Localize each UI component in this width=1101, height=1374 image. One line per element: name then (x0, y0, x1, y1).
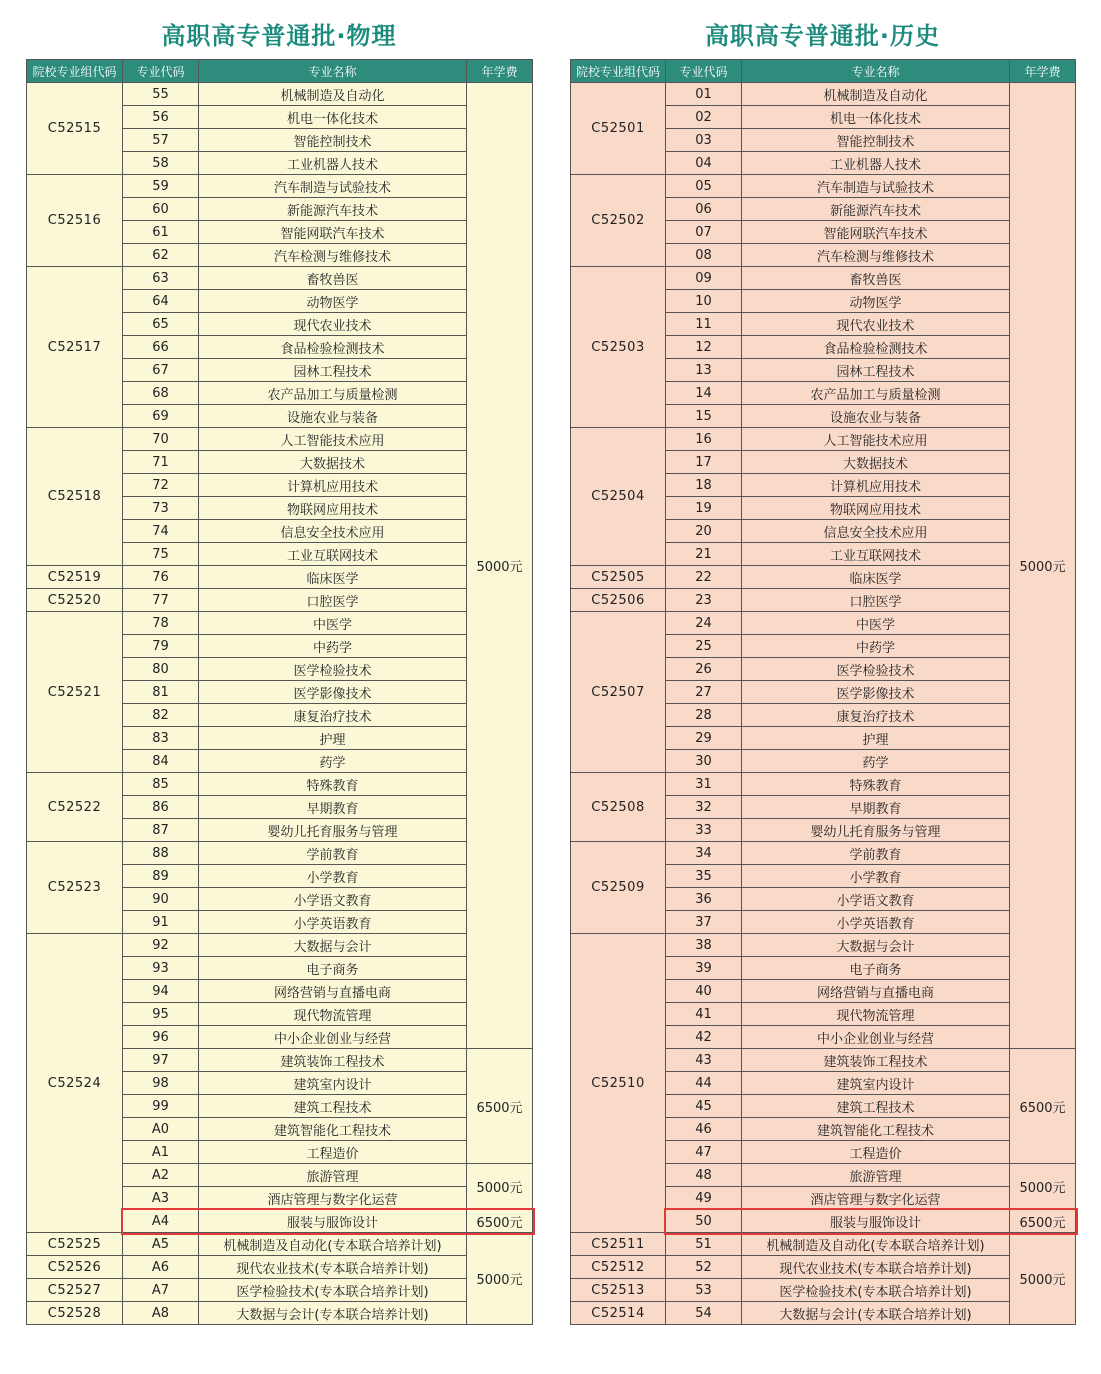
major-name-cell: 食品检验检测技术 (742, 336, 1010, 359)
col-group-code: 院校专业组代码 (27, 60, 123, 83)
major-name-cell: 智能网联汽车技术 (199, 221, 467, 244)
major-name-cell: 机械制造及自动化 (742, 83, 1010, 106)
major-name-cell: 网络营销与直播电商 (742, 980, 1010, 1003)
major-code-cell: 41 (666, 1003, 742, 1026)
major-name-cell: 服装与服饰设计 (742, 1210, 1010, 1233)
major-code-cell: 15 (666, 405, 742, 428)
table-header-row (27, 60, 533, 83)
table-row (27, 773, 533, 796)
tuition-cell: 6500元 (467, 1049, 533, 1164)
major-name-cell: 机电一体化技术 (742, 106, 1010, 129)
col-tuition: 年学费 (1010, 60, 1076, 83)
major-name-cell: 现代物流管理 (742, 1003, 1010, 1026)
major-code-cell: 05 (666, 175, 742, 198)
major-name-cell: 机械制造及自动化(专本联合培养计划) (199, 1233, 467, 1256)
major-code-cell: 42 (666, 1026, 742, 1049)
group-code-cell: C52507 (571, 612, 666, 773)
major-name-cell: 现代物流管理 (199, 1003, 467, 1026)
major-code-cell: 11 (666, 313, 742, 336)
major-code-cell: 57 (123, 129, 199, 152)
major-name-cell: 护理 (742, 727, 1010, 750)
major-code-cell: 98 (123, 1072, 199, 1095)
major-code-cell: 23 (666, 589, 742, 612)
major-name-cell: 学前教育 (742, 842, 1010, 865)
major-name-cell: 畜牧兽医 (199, 267, 467, 290)
major-name-cell: 口腔医学 (742, 589, 1010, 612)
major-name-cell: 工业互联网技术 (199, 543, 467, 566)
col-major-code: 专业代码 (123, 60, 199, 83)
major-name-cell: 工程造价 (199, 1141, 467, 1164)
major-code-cell: 97 (123, 1049, 199, 1072)
major-code-cell: 40 (666, 980, 742, 1003)
major-code-cell: 17 (666, 451, 742, 474)
major-name-cell: 中小企业创业与经营 (199, 1026, 467, 1049)
table-row (27, 83, 533, 106)
table-row (27, 1279, 533, 1302)
major-code-cell: 47 (666, 1141, 742, 1164)
major-name-cell: 大数据与会计(专本联合培养计划) (199, 1302, 467, 1325)
physics-table-body (27, 83, 533, 1325)
major-code-cell: 28 (666, 704, 742, 727)
major-name-cell: 汽车检测与维修技术 (742, 244, 1010, 267)
group-code-cell: C52523 (27, 842, 123, 934)
col-tuition: 年学费 (467, 60, 533, 83)
group-code-cell: C52505 (571, 566, 666, 589)
table-header-row (571, 60, 1076, 83)
major-code-cell: 64 (123, 290, 199, 313)
major-name-cell: 康复治疗技术 (199, 704, 467, 727)
major-name-cell: 小学英语教育 (742, 911, 1010, 934)
tuition-cell: 5000元 (467, 83, 533, 1049)
major-code-cell: 86 (123, 796, 199, 819)
major-name-cell: 药学 (742, 750, 1010, 773)
major-code-cell: 55 (123, 83, 199, 106)
major-code-cell: 48 (666, 1164, 742, 1187)
major-code-cell: 77 (123, 589, 199, 612)
major-code-cell: 73 (123, 497, 199, 520)
group-code-cell: C52516 (27, 175, 123, 267)
major-name-cell: 婴幼儿托育服务与管理 (199, 819, 467, 842)
tuition-cell: 5000元 (1010, 1233, 1076, 1325)
major-name-cell: 人工智能技术应用 (199, 428, 467, 451)
major-code-cell: 44 (666, 1072, 742, 1095)
major-code-cell: 92 (123, 934, 199, 957)
major-name-cell: 临床医学 (199, 566, 467, 589)
major-code-cell: 13 (666, 359, 742, 382)
major-code-cell: 09 (666, 267, 742, 290)
table-row (27, 1302, 533, 1325)
table-row (571, 589, 1076, 612)
major-name-cell: 设施农业与装备 (199, 405, 467, 428)
major-code-cell: 43 (666, 1049, 742, 1072)
group-code-cell: C52517 (27, 267, 123, 428)
major-name-cell: 工程造价 (742, 1141, 1010, 1164)
major-name-cell: 旅游管理 (742, 1164, 1010, 1187)
major-code-cell: 61 (123, 221, 199, 244)
major-name-cell: 机械制造及自动化(专本联合培养计划) (742, 1233, 1010, 1256)
major-name-cell: 工业机器人技术 (742, 152, 1010, 175)
major-name-cell: 新能源汽车技术 (199, 198, 467, 221)
group-code-cell: C52511 (571, 1233, 666, 1256)
table-row (571, 1233, 1076, 1256)
major-code-cell: 31 (666, 773, 742, 796)
major-name-cell: 建筑智能化工程技术 (199, 1118, 467, 1141)
major-code-cell: 67 (123, 359, 199, 382)
major-name-cell: 大数据技术 (742, 451, 1010, 474)
major-code-cell: 22 (666, 566, 742, 589)
history-title: 高职高专普通批·历史 (704, 22, 941, 50)
major-name-cell: 设施农业与装备 (742, 405, 1010, 428)
table-row (571, 773, 1076, 796)
table-row (571, 1302, 1076, 1325)
major-code-cell: 59 (123, 175, 199, 198)
major-code-cell: 30 (666, 750, 742, 773)
major-code-cell: 53 (666, 1279, 742, 1302)
major-code-cell: 91 (123, 911, 199, 934)
major-name-cell: 食品检验检测技术 (199, 336, 467, 359)
major-name-cell: 小学语文教育 (199, 888, 467, 911)
col-major-name: 专业名称 (742, 60, 1010, 83)
major-name-cell: 建筑室内设计 (199, 1072, 467, 1095)
group-code-cell: C52524 (27, 934, 123, 1233)
major-name-cell: 药学 (199, 750, 467, 773)
table-row (27, 267, 533, 290)
tuition-cell: 5000元 (1010, 83, 1076, 1049)
major-code-cell: A1 (123, 1141, 199, 1164)
major-code-cell: 32 (666, 796, 742, 819)
major-code-cell: 07 (666, 221, 742, 244)
major-name-cell: 物联网应用技术 (742, 497, 1010, 520)
major-code-cell: 51 (666, 1233, 742, 1256)
major-name-cell: 信息安全技术应用 (199, 520, 467, 543)
major-name-cell: 中医学 (742, 612, 1010, 635)
major-code-cell: 66 (123, 336, 199, 359)
major-name-cell: 口腔医学 (199, 589, 467, 612)
major-name-cell: 特殊教育 (742, 773, 1010, 796)
group-code-cell: C52504 (571, 428, 666, 566)
major-code-cell: 49 (666, 1187, 742, 1210)
table-row (27, 612, 533, 635)
major-code-cell: 37 (666, 911, 742, 934)
major-code-cell: 45 (666, 1095, 742, 1118)
group-code-cell: C52514 (571, 1302, 666, 1325)
major-name-cell: 现代农业技术 (199, 313, 467, 336)
history-table (570, 59, 1076, 1325)
tuition-cell: 6500元 (1010, 1210, 1076, 1233)
major-name-cell: 小学语文教育 (742, 888, 1010, 911)
table-row (27, 566, 533, 589)
major-name-cell: 汽车制造与试验技术 (742, 175, 1010, 198)
major-code-cell: 01 (666, 83, 742, 106)
major-code-cell: 27 (666, 681, 742, 704)
group-code-cell: C52506 (571, 589, 666, 612)
major-code-cell: 35 (666, 865, 742, 888)
group-code-cell: C52526 (27, 1256, 123, 1279)
major-code-cell: 89 (123, 865, 199, 888)
tuition-cell: 5000元 (467, 1233, 533, 1325)
major-code-cell: 70 (123, 428, 199, 451)
group-code-cell: C52508 (571, 773, 666, 842)
table-row (571, 566, 1076, 589)
group-code-cell: C52528 (27, 1302, 123, 1325)
major-code-cell: 52 (666, 1256, 742, 1279)
major-name-cell: 工业机器人技术 (199, 152, 467, 175)
table-row (27, 175, 533, 198)
major-code-cell: 25 (666, 635, 742, 658)
major-name-cell: 电子商务 (742, 957, 1010, 980)
group-code-cell: C52520 (27, 589, 123, 612)
major-name-cell: 酒店管理与数字化运营 (742, 1187, 1010, 1210)
major-name-cell: 服装与服饰设计 (199, 1210, 467, 1233)
major-name-cell: 园林工程技术 (742, 359, 1010, 382)
major-name-cell: 现代农业技术(专本联合培养计划) (199, 1256, 467, 1279)
major-code-cell: 72 (123, 474, 199, 497)
major-name-cell: 动物医学 (199, 290, 467, 313)
group-code-cell: C52502 (571, 175, 666, 267)
major-code-cell: 82 (123, 704, 199, 727)
major-name-cell: 中小企业创业与经营 (742, 1026, 1010, 1049)
major-code-cell: 18 (666, 474, 742, 497)
major-code-cell: 20 (666, 520, 742, 543)
major-name-cell: 汽车制造与试验技术 (199, 175, 467, 198)
col-group-code: 院校专业组代码 (571, 60, 666, 83)
major-code-cell: 88 (123, 842, 199, 865)
major-name-cell: 学前教育 (199, 842, 467, 865)
major-name-cell: 现代农业技术(专本联合培养计划) (742, 1256, 1010, 1279)
major-code-cell: 14 (666, 382, 742, 405)
table-row (27, 1233, 533, 1256)
tuition-cell: 6500元 (1010, 1049, 1076, 1164)
col-major-name: 专业名称 (199, 60, 467, 83)
major-code-cell: 04 (666, 152, 742, 175)
major-code-cell: 12 (666, 336, 742, 359)
major-code-cell: 63 (123, 267, 199, 290)
major-code-cell: 50 (666, 1210, 742, 1233)
table-row (27, 428, 533, 451)
major-name-cell: 工业互联网技术 (742, 543, 1010, 566)
table-row (571, 934, 1076, 957)
major-name-cell: 信息安全技术应用 (742, 520, 1010, 543)
major-code-cell: 08 (666, 244, 742, 267)
major-code-cell: 87 (123, 819, 199, 842)
major-name-cell: 畜牧兽医 (742, 267, 1010, 290)
major-code-cell: 68 (123, 382, 199, 405)
major-code-cell: 96 (123, 1026, 199, 1049)
major-name-cell: 早期教育 (199, 796, 467, 819)
major-code-cell: 24 (666, 612, 742, 635)
major-code-cell: 99 (123, 1095, 199, 1118)
tuition-cell: 6500元 (467, 1210, 533, 1233)
major-code-cell: 85 (123, 773, 199, 796)
major-name-cell: 建筑室内设计 (742, 1072, 1010, 1095)
table-row (571, 842, 1076, 865)
table-row (27, 1256, 533, 1279)
major-name-cell: 中药学 (199, 635, 467, 658)
tuition-cell: 5000元 (467, 1164, 533, 1210)
major-code-cell: 80 (123, 658, 199, 681)
major-name-cell: 临床医学 (742, 566, 1010, 589)
major-code-cell: A0 (123, 1118, 199, 1141)
group-code-cell: C52519 (27, 566, 123, 589)
major-name-cell: 计算机应用技术 (742, 474, 1010, 497)
major-code-cell: 54 (666, 1302, 742, 1325)
major-code-cell: A6 (123, 1256, 199, 1279)
major-name-cell: 电子商务 (199, 957, 467, 980)
major-code-cell: 33 (666, 819, 742, 842)
major-code-cell: A5 (123, 1233, 199, 1256)
major-name-cell: 网络营销与直播电商 (199, 980, 467, 1003)
group-code-cell: C52512 (571, 1256, 666, 1279)
major-code-cell: 26 (666, 658, 742, 681)
table-row (27, 842, 533, 865)
major-name-cell: 医学影像技术 (742, 681, 1010, 704)
major-name-cell: 大数据与会计(专本联合培养计划) (742, 1302, 1010, 1325)
major-name-cell: 建筑工程技术 (199, 1095, 467, 1118)
major-name-cell: 汽车检测与维修技术 (199, 244, 467, 267)
major-name-cell: 智能网联汽车技术 (742, 221, 1010, 244)
major-name-cell: 农产品加工与质量检测 (199, 382, 467, 405)
major-name-cell: 建筑装饰工程技术 (199, 1049, 467, 1072)
major-code-cell: 58 (123, 152, 199, 175)
major-name-cell: 智能控制技术 (199, 129, 467, 152)
major-name-cell: 园林工程技术 (199, 359, 467, 382)
major-name-cell: 医学检验技术(专本联合培养计划) (742, 1279, 1010, 1302)
group-code-cell: C52522 (27, 773, 123, 842)
major-name-cell: 中药学 (742, 635, 1010, 658)
table-row (571, 612, 1076, 635)
table-row (27, 589, 533, 612)
major-name-cell: 小学英语教育 (199, 911, 467, 934)
major-code-cell: 69 (123, 405, 199, 428)
table-row (571, 267, 1076, 290)
major-name-cell: 新能源汽车技术 (742, 198, 1010, 221)
major-code-cell: 74 (123, 520, 199, 543)
group-code-cell: C52515 (27, 83, 123, 175)
major-code-cell: 71 (123, 451, 199, 474)
major-code-cell: 90 (123, 888, 199, 911)
major-code-cell: 06 (666, 198, 742, 221)
major-name-cell: 大数据与会计 (199, 934, 467, 957)
major-code-cell: 39 (666, 957, 742, 980)
major-name-cell: 婴幼儿托育服务与管理 (742, 819, 1010, 842)
major-name-cell: 机电一体化技术 (199, 106, 467, 129)
physics-table (26, 59, 533, 1325)
major-code-cell: 76 (123, 566, 199, 589)
group-code-cell: C52518 (27, 428, 123, 566)
table-row (571, 1279, 1076, 1302)
group-code-cell: C52501 (571, 83, 666, 175)
major-name-cell: 康复治疗技术 (742, 704, 1010, 727)
physics-title: 高职高专普通批·物理 (161, 22, 397, 50)
table-row (571, 83, 1076, 106)
major-code-cell: 03 (666, 129, 742, 152)
table-row (571, 175, 1076, 198)
major-name-cell: 酒店管理与数字化运营 (199, 1187, 467, 1210)
group-code-cell: C52510 (571, 934, 666, 1233)
group-code-cell: C52509 (571, 842, 666, 934)
table-row (571, 428, 1076, 451)
major-code-cell: 34 (666, 842, 742, 865)
major-code-cell: 62 (123, 244, 199, 267)
major-code-cell: 93 (123, 957, 199, 980)
major-name-cell: 大数据技术 (199, 451, 467, 474)
major-name-cell: 小学教育 (199, 865, 467, 888)
group-code-cell: C52503 (571, 267, 666, 428)
major-name-cell: 物联网应用技术 (199, 497, 467, 520)
major-code-cell: 95 (123, 1003, 199, 1026)
major-code-cell: 21 (666, 543, 742, 566)
col-major-code: 专业代码 (666, 60, 742, 83)
major-name-cell: 大数据与会计 (742, 934, 1010, 957)
major-name-cell: 特殊教育 (199, 773, 467, 796)
major-code-cell: 84 (123, 750, 199, 773)
major-name-cell: 中医学 (199, 612, 467, 635)
major-code-cell: 16 (666, 428, 742, 451)
major-name-cell: 医学检验技术(专本联合培养计划) (199, 1279, 467, 1302)
group-code-cell: C52521 (27, 612, 123, 773)
major-name-cell: 建筑工程技术 (742, 1095, 1010, 1118)
major-code-cell: 36 (666, 888, 742, 911)
group-code-cell: C52527 (27, 1279, 123, 1302)
major-code-cell: 79 (123, 635, 199, 658)
major-code-cell: 60 (123, 198, 199, 221)
major-name-cell: 建筑装饰工程技术 (742, 1049, 1010, 1072)
major-name-cell: 建筑智能化工程技术 (742, 1118, 1010, 1141)
major-code-cell: A3 (123, 1187, 199, 1210)
major-name-cell: 护理 (199, 727, 467, 750)
major-code-cell: A7 (123, 1279, 199, 1302)
major-name-cell: 计算机应用技术 (199, 474, 467, 497)
major-code-cell: 29 (666, 727, 742, 750)
major-name-cell: 机械制造及自动化 (199, 83, 467, 106)
major-name-cell: 旅游管理 (199, 1164, 467, 1187)
major-code-cell: A4 (123, 1210, 199, 1233)
major-code-cell: 83 (123, 727, 199, 750)
table-row (571, 1256, 1076, 1279)
group-code-cell: C52525 (27, 1233, 123, 1256)
major-code-cell: 38 (666, 934, 742, 957)
major-code-cell: A2 (123, 1164, 199, 1187)
major-code-cell: 10 (666, 290, 742, 313)
major-name-cell: 早期教育 (742, 796, 1010, 819)
major-code-cell: 81 (123, 681, 199, 704)
major-name-cell: 智能控制技术 (742, 129, 1010, 152)
history-table-body (571, 83, 1076, 1325)
major-code-cell: 46 (666, 1118, 742, 1141)
major-code-cell: 65 (123, 313, 199, 336)
major-code-cell: 19 (666, 497, 742, 520)
major-code-cell: 78 (123, 612, 199, 635)
major-name-cell: 医学影像技术 (199, 681, 467, 704)
major-name-cell: 现代农业技术 (742, 313, 1010, 336)
major-name-cell: 医学检验技术 (742, 658, 1010, 681)
major-code-cell: A8 (123, 1302, 199, 1325)
table-row (27, 934, 533, 957)
major-name-cell: 医学检验技术 (199, 658, 467, 681)
major-name-cell: 农产品加工与质量检测 (742, 382, 1010, 405)
group-code-cell: C52513 (571, 1279, 666, 1302)
major-name-cell: 动物医学 (742, 290, 1010, 313)
major-code-cell: 56 (123, 106, 199, 129)
major-code-cell: 02 (666, 106, 742, 129)
tuition-cell: 5000元 (1010, 1164, 1076, 1210)
major-name-cell: 人工智能技术应用 (742, 428, 1010, 451)
major-name-cell: 小学教育 (742, 865, 1010, 888)
major-code-cell: 75 (123, 543, 199, 566)
major-code-cell: 94 (123, 980, 199, 1003)
